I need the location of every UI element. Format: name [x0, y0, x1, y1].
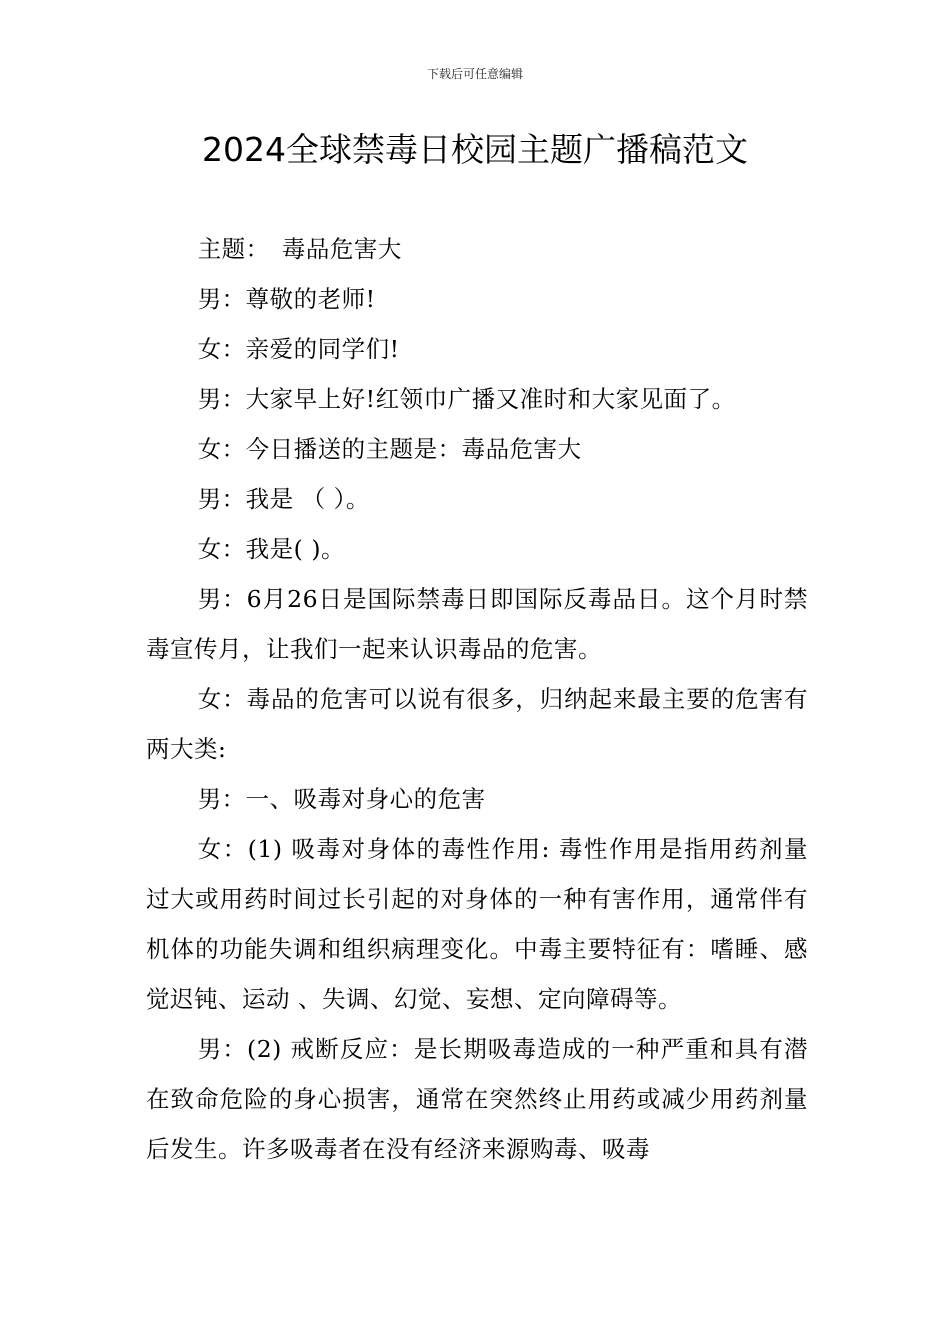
paragraph-toxicity: 女：(1) 吸毒对身体的毒性作用: 毒性作用是指用药剂量过大或用药时间过长引起的对身体的一种有害作用，通常伴有机体的功能失调和组织病理变化。中毒主要特征有：嗜睡、感觉迟钝、运动 、失调、幻觉、妄想、定向障碍等。	[146, 835, 808, 1013]
paragraph-greeting-female: 女：亲爱的同学们!	[197, 335, 400, 363]
paragraph-section-one: 男：一、吸毒对身心的危害	[197, 785, 486, 813]
paragraph-topic: 主题： 毒品危害大	[197, 235, 402, 263]
paragraph-june-26: 男：6月26日是国际禁毒日即国际反毒品日。这个月时禁毒宣传月，让我们一起来认识毒品的危害。	[146, 585, 808, 663]
paragraph-theme: 女：今日播送的主题是：毒品危害大	[197, 435, 582, 463]
paragraph-two-categories: 女：毒品的危害可以说有很多，归纳起来最主要的危害有两大类:	[146, 685, 808, 763]
document-body	[146, 224, 808, 1174]
document-title: 2024全球禁毒日校园主题广播稿范文	[202, 130, 748, 169]
header-note: 下载后可任意编辑	[426, 67, 523, 81]
paragraph-withdrawal: 男：(2) 戒断反应：是长期吸毒造成的一种严重和具有潜在致命危险的身心损害，通常在突然终止用药或减少用药剂量后发生。许多吸毒者在没有经济来源购毒、吸毒	[146, 1035, 808, 1163]
paragraph-female-intro: 女：我是( )。	[197, 535, 345, 563]
paragraph-good-morning: 男：大家早上好!红领巾广播又准时和大家见面了。	[197, 385, 736, 413]
paragraph-male-intro: 男：我是 （ ）。	[197, 485, 370, 513]
paragraph-greeting-male: 男：尊敬的老师!	[197, 285, 376, 313]
